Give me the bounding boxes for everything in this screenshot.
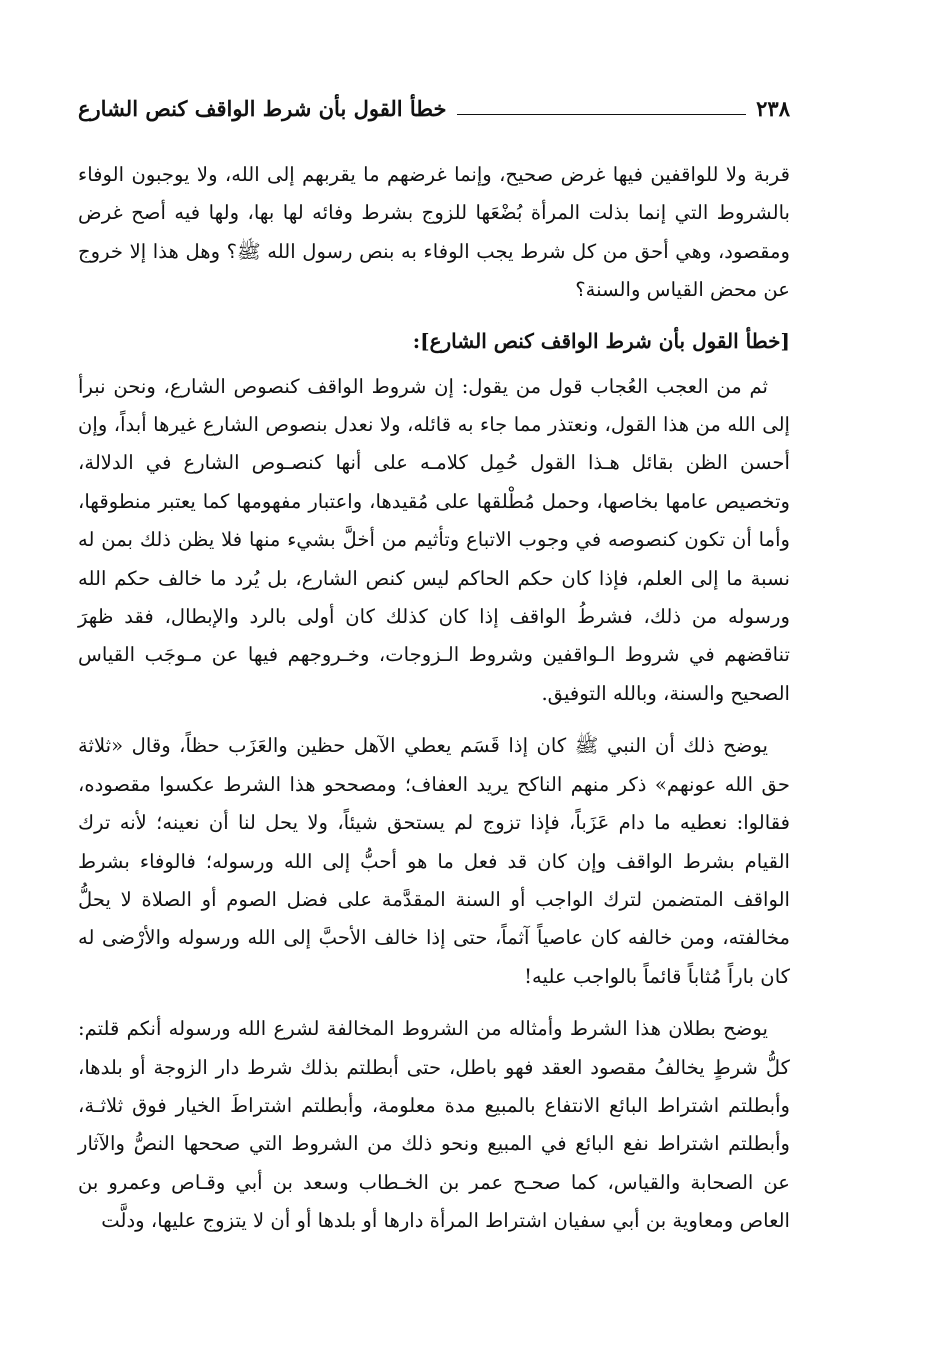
paragraph-1: قربة ولا للواقفين فيها غرض صحيح، وإنما غرضهم ما يقربهم إلى الله، ولا يوجبون الوفاء بالشروط التي إنما بذلت المرأة بُضْعَها للزوج بشرط وفائه لها بها، ولها فيه أصح غرض ومقصود، وهي أحق من كل شرط يجب الوفاء به بنص رسول الله ﷺ؟ وهل هذا إلا خروج عن محض القياس والسنة؟: [78, 163, 790, 302]
paragraph-3: يوضح ذلك أن النبي ﷺ كان إذا قَسَم يعطي الآهل حظين والعَزَب حظاً، وقال «ثلاثة حق الله عونهم» ذكر منهم الناكح يريد العفاف؛ ومصححو هذا الشرط عكسوا مقصوده، فقالوا: نعطيه ما دام عَزَباً، فإذا تزوج لم يستحق شيئاً، ولا يحل لنا أن نعينه؛ لأنه ترك القيام بشرط الواقف وإن كان قد فعل ما هو أحبُّ إلى الله ورسوله؛ فالوفاء بشرط الواقف المتضمن لترك الواجب أو السنة المقدَّمة على فضل الصوم أو الصلاة لا يحلُّ مخالفته، ومن خالفه كان عاصياً آثماً، حتى إذا خالف الأحبَّ إلى الله ورسوله والأرْضى له كان باراً مُثاباً قائماً بالواجب عليه!: [78, 734, 790, 988]
paragraph-4: يوضح بطلان هذا الشرط وأمثاله من الشروط المخالفة لشرع الله ورسوله أنكم قلتم: كلُّ شرطٍ يخالفُ مقصود العقد فهو باطل، حتى أبطلتم بذلك شرط دار الزوجة أو بلدها، وأبطلتم اشتراط البائع الانتفاع بالمبيع مدة معلومة، وأبطلتم اشتراطَ الخيار فوق ثلاثـة، وأبطلتم اشتراط نفع البائع في المبيع ونحو ذلك من الشروط التي صححها النصُّ والآثار عن الصحابة والقياس، كما صحـح عمر بن الخـطاب وسعد بن أبي وقـاص وعمرو بن العاص ومعاوية بن أبي سفيان اشتراط المرأة دارها أو بلدها أو أن لا يتزوج عليها، ودلَّت: [78, 1017, 790, 1233]
running-title: خطأ القول بأن شرط الواقف كنص الشارع: [78, 95, 447, 121]
paragraph-2: ثم من العجب العُجاب قول من يقول: إن شروط الواقف كنصوص الشارع، ونحن نبرأ إلى الله من هذا القول، ونعتذر مما جاء به قائله، ولا نعدل بنصوص الشارع غيرها أبداً، وإن أحسن الظن بقائل هـذا القول حُمِل كلامـه على أنها كنصـوص الشارع في الدلالة، وتخصيص عامها بخاصها، وحمل مُطْلقها على مُقيدها، واعتبار مفهومها كما يعتبر منطوقها، وأما أن تكون كنصوصه في وجوب الاتباع وتأثيم من أخلَّ بشيء منها فلا يظن ذلك بمن له نسبة ما إلى العلم، فإذا كان حكم الحاكم ليس كنص الشارع، بل يُرد ما خالف حكم الله ورسوله من ذلك، فشرطُ الواقف إذا كان كذلك كان أولى بالرد والإبطال، فقد ظهرَ تناقضهم في شروط الـواقفين وشروط الـزوجات، وخـروجهم فيها عن مـوجَب القياس الصحيح والسنة، وبالله التوفيق.: [78, 374, 790, 705]
running-header: [78, 88, 790, 128]
page-number: ٢٣٨: [756, 95, 790, 121]
section-heading: [خطأ القول بأن شرط الواقف كنص الشارع]:: [412, 328, 790, 353]
header-rule: [457, 114, 747, 115]
book-page: [78, 88, 790, 1288]
